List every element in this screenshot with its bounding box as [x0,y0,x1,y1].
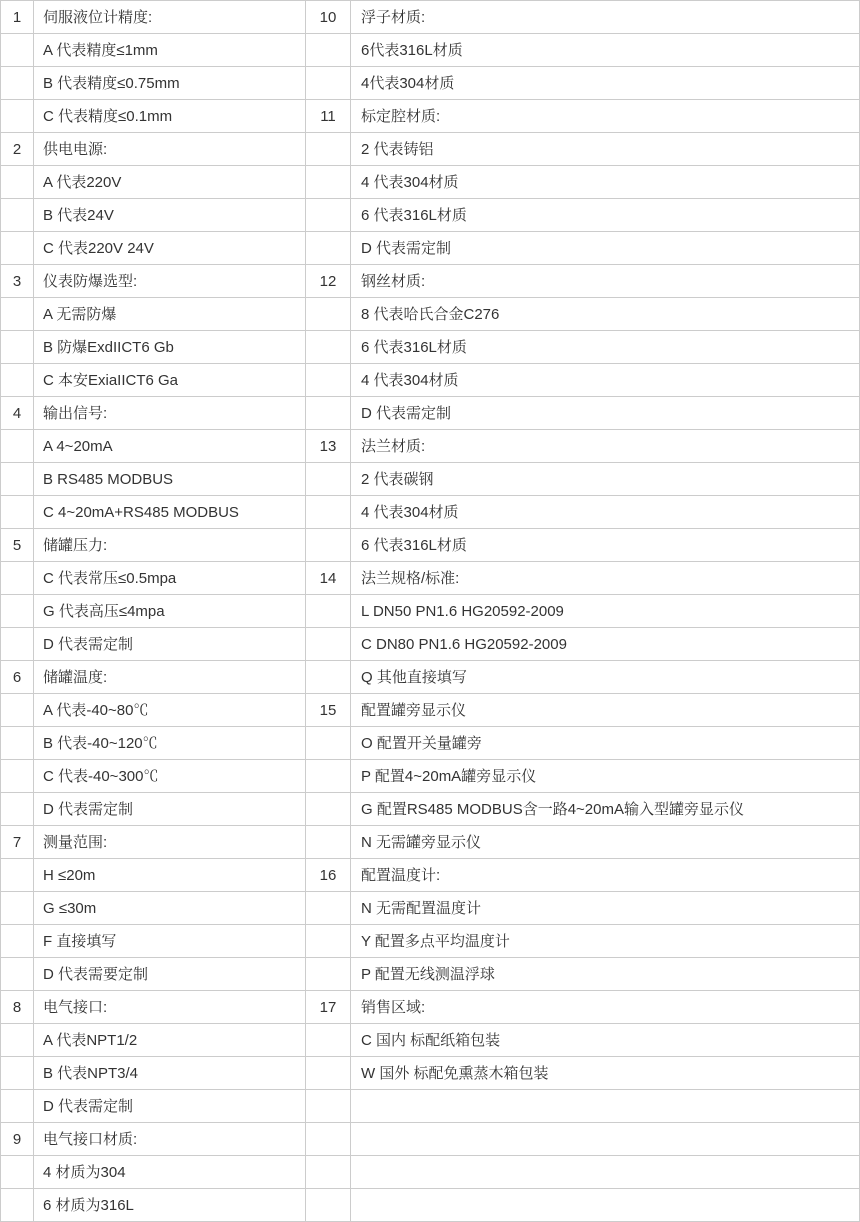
index-cell [1,628,34,661]
option-cell: A 代表-40~80℃ [34,694,306,727]
index-cell: 13 [306,430,351,463]
option-cell: C 4~20mA+RS485 MODBUS [34,496,306,529]
option-cell: 仪表防爆选型: [34,265,306,298]
option-cell: D 代表需定制 [34,628,306,661]
option-cell: W 国外 标配免熏蒸木箱包装 [351,1057,860,1090]
index-cell [306,397,351,430]
index-cell [306,133,351,166]
option-cell: 6 代表316L材质 [351,331,860,364]
index-cell [306,166,351,199]
index-cell: 8 [1,991,34,1024]
option-cell: C 代表精度≤0.1mm [34,100,306,133]
index-cell: 5 [1,529,34,562]
index-cell [1,232,34,265]
index-cell [306,727,351,760]
option-cell: C 代表-40~300℃ [34,760,306,793]
index-cell: 9 [1,1123,34,1156]
index-cell [306,958,351,991]
option-cell: Q 其他直接填写 [351,661,860,694]
index-cell [306,661,351,694]
option-cell: 储罐温度: [34,661,306,694]
index-cell [1,1156,34,1189]
index-cell: 11 [306,100,351,133]
option-cell [351,1156,860,1189]
option-cell: 法兰规格/标准: [351,562,860,595]
option-cell: C 国内 标配纸箱包装 [351,1024,860,1057]
option-cell: A 4~20mA [34,430,306,463]
option-cell: 2 代表铸铝 [351,133,860,166]
option-cell: A 代表220V [34,166,306,199]
index-cell [306,298,351,331]
index-cell [1,562,34,595]
index-cell: 12 [306,265,351,298]
option-cell: 配置罐旁显示仪 [351,694,860,727]
option-cell: 6 代表316L材质 [351,529,860,562]
option-cell: 钢丝材质: [351,265,860,298]
option-cell: 6 代表316L材质 [351,199,860,232]
option-cell: 配置温度计: [351,859,860,892]
option-cell: A 代表NPT1/2 [34,1024,306,1057]
index-cell: 3 [1,265,34,298]
index-cell [1,100,34,133]
index-cell: 2 [1,133,34,166]
index-cell [1,331,34,364]
option-cell: C 本安ExiaIICT6 Ga [34,364,306,397]
index-cell [1,793,34,826]
index-cell [1,958,34,991]
option-cell: 2 代表碳钢 [351,463,860,496]
index-cell [306,1123,351,1156]
index-cell [1,595,34,628]
option-cell: C DN80 PN1.6 HG20592-2009 [351,628,860,661]
option-cell: D 代表需定制 [351,397,860,430]
option-cell: 浮子材质: [351,1,860,34]
index-cell [306,925,351,958]
index-cell [1,892,34,925]
index-cell: 16 [306,859,351,892]
index-cell: 4 [1,397,34,430]
option-cell: 电气接口: [34,991,306,1024]
index-cell [1,298,34,331]
index-cell [306,463,351,496]
index-cell [306,232,351,265]
option-cell: B 代表24V [34,199,306,232]
index-cell [306,199,351,232]
index-cell [306,793,351,826]
option-cell: 4 代表304材质 [351,364,860,397]
index-cell [306,364,351,397]
option-cell: D 代表需要定制 [34,958,306,991]
index-cell [1,199,34,232]
option-cell: B 代表精度≤0.75mm [34,67,306,100]
option-cell: 8 代表哈氏合金C276 [351,298,860,331]
index-cell [1,463,34,496]
index-cell [1,364,34,397]
option-cell [351,1189,860,1222]
index-cell [1,859,34,892]
index-cell [1,166,34,199]
option-cell: 4 材质为304 [34,1156,306,1189]
index-cell [1,1189,34,1222]
option-cell: A 代表精度≤1mm [34,34,306,67]
option-cell: P 配置4~20mA罐旁显示仪 [351,760,860,793]
index-cell [306,760,351,793]
option-cell: O 配置开关量罐旁 [351,727,860,760]
index-cell [306,1090,351,1123]
index-cell [306,826,351,859]
index-cell [306,331,351,364]
index-cell [1,727,34,760]
index-cell [306,67,351,100]
option-cell: B 防爆ExdIICT6 Gb [34,331,306,364]
option-cell: 标定腔材质: [351,100,860,133]
option-cell [351,1090,860,1123]
index-cell: 14 [306,562,351,595]
option-cell: 4代表304材质 [351,67,860,100]
index-cell: 6 [1,661,34,694]
option-cell: 电气接口材质: [34,1123,306,1156]
option-cell: 6 材质为316L [34,1189,306,1222]
index-cell [1,925,34,958]
option-cell: C 代表常压≤0.5mpa [34,562,306,595]
option-cell: D 代表需定制 [351,232,860,265]
index-cell: 1 [1,1,34,34]
index-cell [1,34,34,67]
option-cell: 测量范围: [34,826,306,859]
index-cell: 15 [306,694,351,727]
index-cell [306,892,351,925]
option-cell: 6代表316L材质 [351,34,860,67]
option-cell: 4 代表304材质 [351,166,860,199]
option-cell: B 代表NPT3/4 [34,1057,306,1090]
index-cell [306,1189,351,1222]
option-cell: 供电电源: [34,133,306,166]
option-cell: H ≤20m [34,859,306,892]
option-cell: 销售区域: [351,991,860,1024]
option-cell: N 无需罐旁显示仪 [351,826,860,859]
option-cell: P 配置无线测温浮球 [351,958,860,991]
option-cell: A 无需防爆 [34,298,306,331]
option-cell: Y 配置多点平均温度计 [351,925,860,958]
index-cell [306,34,351,67]
option-cell: L DN50 PN1.6 HG20592-2009 [351,595,860,628]
option-cell: C 代表220V 24V [34,232,306,265]
option-cell: F 直接填写 [34,925,306,958]
option-cell: 输出信号: [34,397,306,430]
index-cell: 17 [306,991,351,1024]
option-cell: D 代表需定制 [34,793,306,826]
option-cell: G ≤30m [34,892,306,925]
index-cell [1,67,34,100]
index-cell [306,496,351,529]
index-cell [1,430,34,463]
index-cell [1,1057,34,1090]
option-cell: 伺服液位计精度: [34,1,306,34]
option-cell: G 代表高压≤4mpa [34,595,306,628]
index-cell [306,1156,351,1189]
option-cell: B RS485 MODBUS [34,463,306,496]
option-cell: D 代表需定制 [34,1090,306,1123]
index-cell [306,595,351,628]
index-cell [1,496,34,529]
option-cell: 4 代表304材质 [351,496,860,529]
index-cell [306,1057,351,1090]
option-cell: 储罐压力: [34,529,306,562]
option-cell: N 无需配置温度计 [351,892,860,925]
option-cell: 法兰材质: [351,430,860,463]
index-cell [306,1024,351,1057]
index-cell [306,529,351,562]
option-cell: G 配置RS485 MODBUS含一路4~20mA输入型罐旁显示仪 [351,793,860,826]
index-cell [1,1024,34,1057]
index-cell: 7 [1,826,34,859]
index-cell [1,1090,34,1123]
option-cell [351,1123,860,1156]
index-cell [1,694,34,727]
option-cell: B 代表-40~120℃ [34,727,306,760]
index-cell [306,628,351,661]
index-cell [1,760,34,793]
index-cell: 10 [306,1,351,34]
